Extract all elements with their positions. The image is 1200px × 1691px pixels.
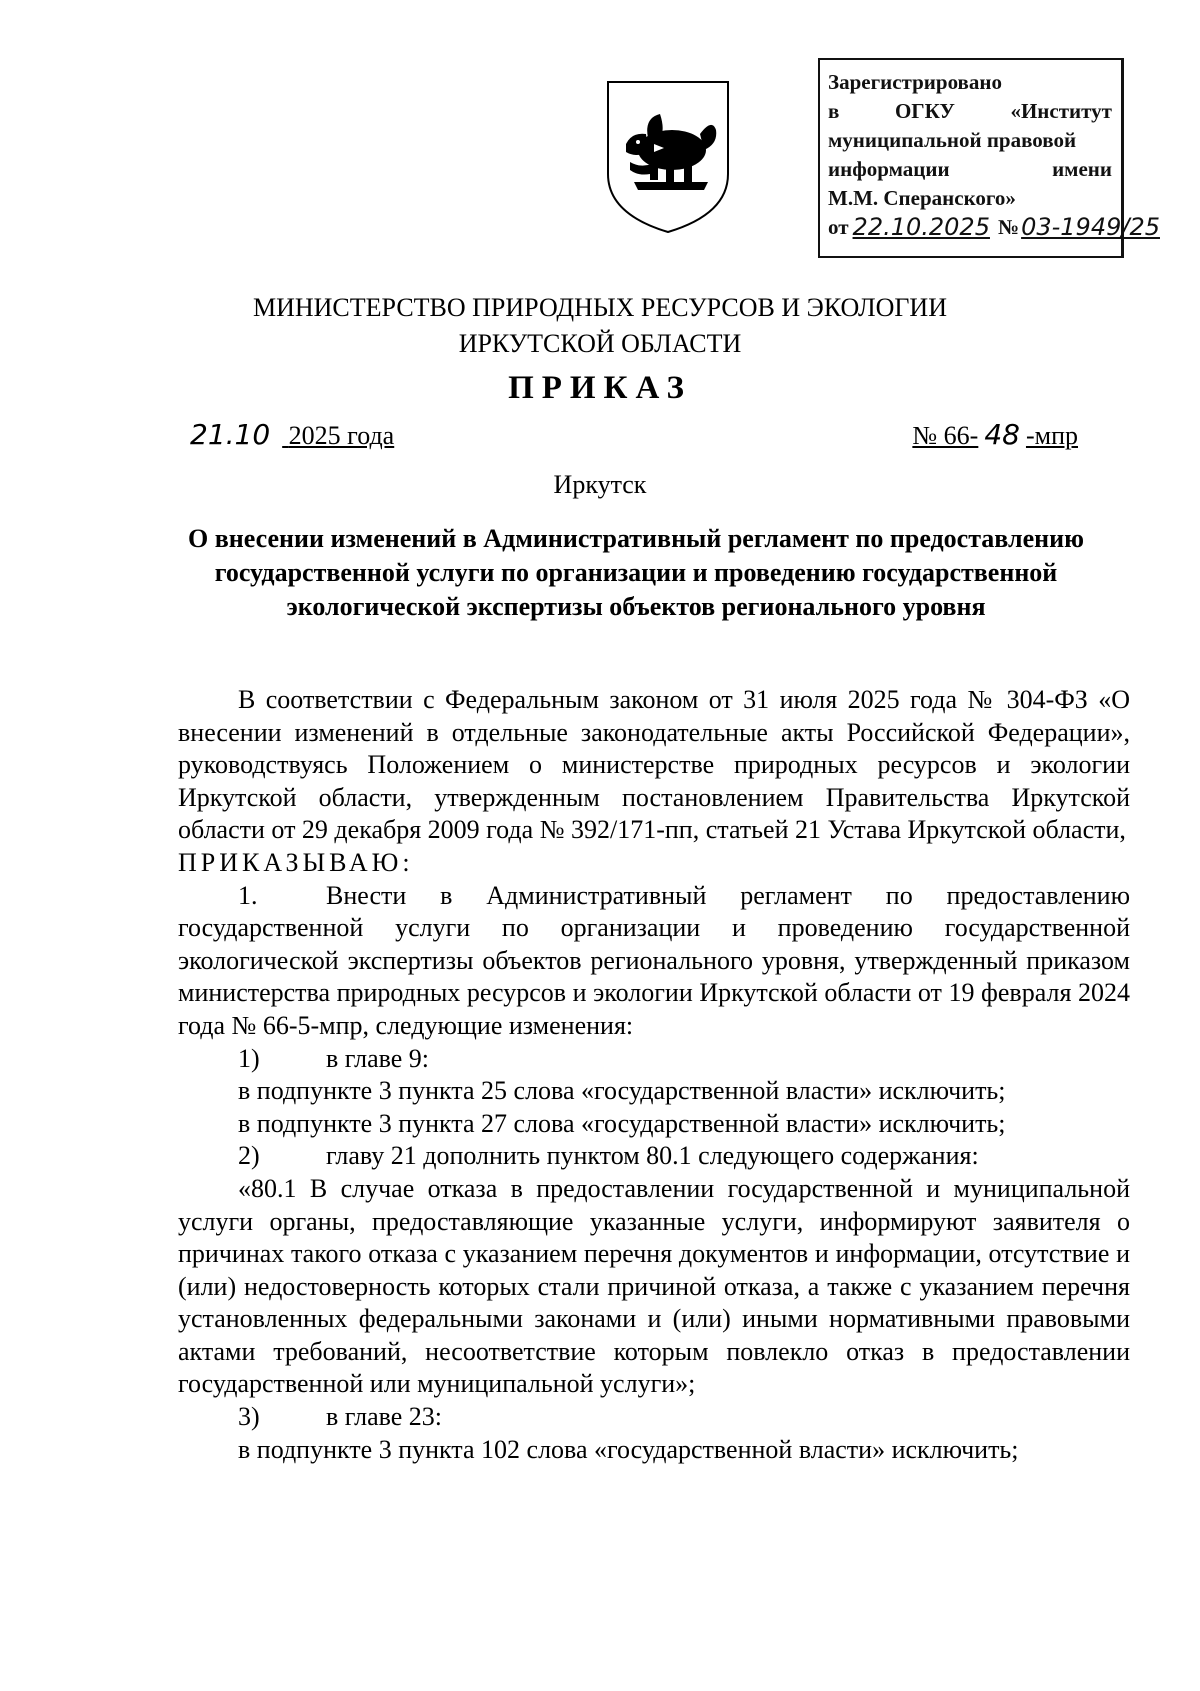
subitem-3-line-a: в подпункте 3 пункта 102 слова «государственной власти» исключить;: [238, 1434, 1019, 1464]
stamp-line-4: информации имени: [828, 157, 1112, 181]
order-number: № 66- 48 -мпр: [912, 418, 1078, 451]
city-name: Иркутск: [553, 470, 647, 499]
date-number-row: [178, 418, 1078, 458]
stamp-number-handwritten: 03-1949/25: [1021, 213, 1160, 241]
stamp-line-1: Зарегистрировано: [828, 70, 1002, 94]
stamp-line-3: муниципальной правовой: [828, 128, 1077, 152]
subitem-1-heading: 1) в главе 9:: [238, 1043, 430, 1073]
item-1-paragraph: 1. Внести в Административный регламент по предоставлению государственной услуги по организации и проведению государственной экологической экспертизы объектов регионального уровня, утвержденный приказом министерства природных ресурсов и экологии Иркутской области от 19 февраля 2024 года № 66-5-мпр, следующие изменения:: [178, 880, 1130, 1040]
stamp-line-2: в ОГКУ «Институт: [828, 99, 1112, 123]
stamp-date-handwritten: 22.10.2025: [852, 213, 990, 241]
stamp-registration-line: от 22.10.2025 № 03-1949/25: [828, 213, 1160, 241]
subitem-2-heading: 2) главу 21 дополнить пунктом 80.1 следующего содержания:: [238, 1141, 979, 1171]
subitem-1-line-a: в подпункте 3 пункта 25 слова «государственной власти» исключить;: [238, 1076, 1006, 1106]
registration-stamp: [818, 58, 1160, 258]
order-date: 21.10 2025 года: [178, 418, 394, 451]
order-word: ПРИКАЗЫВАЮ:: [178, 847, 414, 877]
order-date-handwritten: 21.10: [190, 418, 271, 451]
ministry-name: МИНИСТЕРСТВО ПРИРОДНЫХ РЕСУРСОВ И ЭКОЛОГИИ ИРКУТСКОЙ ОБЛАСТИ: [252, 293, 947, 358]
order-subject: О внесении изменений в Административный регламент по предоставлению государственной услуги по организации и проведению государственной экологической экспертизы объектов регионального уровня: [188, 524, 1084, 621]
document-type-title: ПРИКАЗ: [508, 370, 692, 406]
preamble-paragraph: В соответствии с Федеральным законом от 31 июля 2025 года № 304-ФЗ «О внесении изменений в отдельные законодательные акты Российской Федерации», руководствуясь Положением о министерстве природных ресурсов и экологии Иркутской области, утвержденным постановлением Правительства Иркутской области от 29 декабря 2009 года № 392/171-пп, статьей 21 Устава Иркутской области,: [178, 685, 1130, 845]
stamp-line-5: М.М. Сперанского»: [828, 186, 1016, 210]
order-body: [178, 684, 1130, 1466]
order-number-handwritten: 48: [984, 418, 1020, 451]
irkutsk-coat-of-arms-emblem: [604, 78, 732, 236]
subitem-3-heading: 3) в главе 23:: [238, 1402, 443, 1432]
subitem-2-quote: «80.1 В случае отказа в предоставлении государственной и муниципальной услуги органы, предоставляющие указанные услуги, информируют заявителя о причинах такого отказа с указанием перечня документов и информации, отсутствие и (или) недостоверность которых стали причиной отказа, а также с указанием перечня установленных федеральными законами и (или) иными нормативными правовыми актами требований, несоответствие которым повлекло отказ в предоставлении государственной или муниципальной услуги»;: [178, 1173, 1130, 1399]
subitem-1-line-b: в подпункте 3 пункта 27 слова «государственной власти» исключить;: [238, 1108, 1006, 1138]
